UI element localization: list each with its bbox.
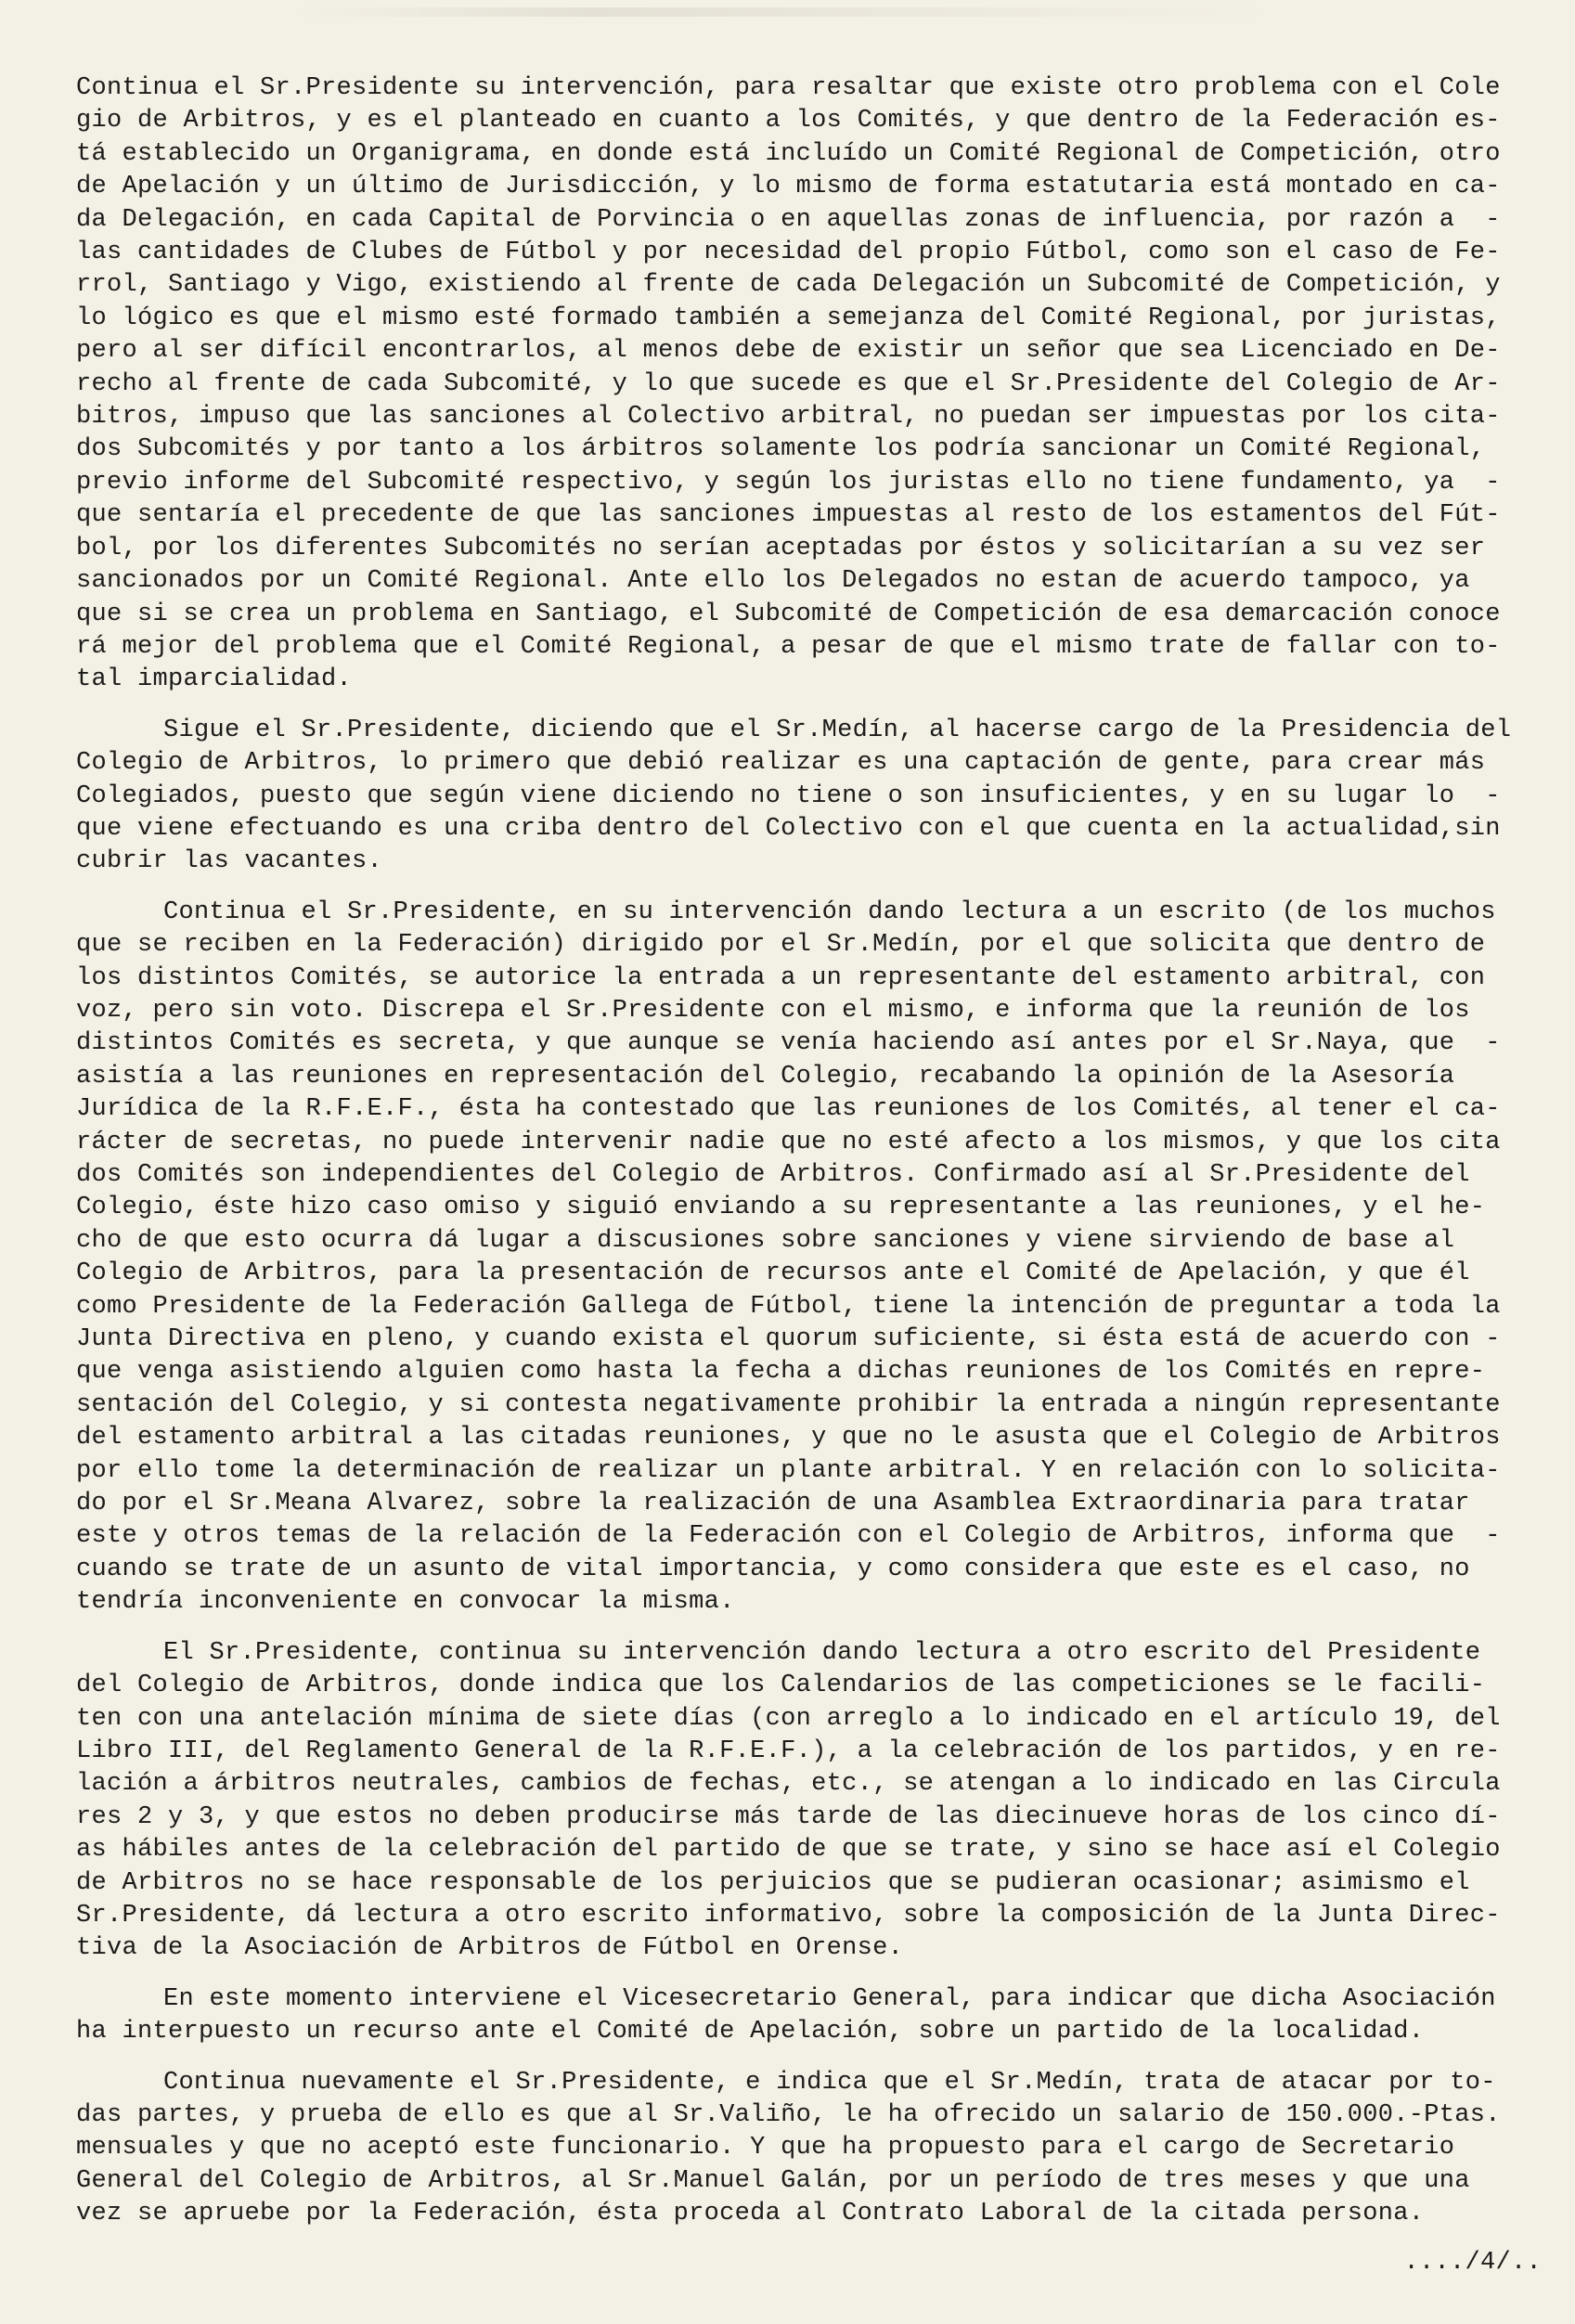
text-line: Jurídica de la R.F.E.F., ésta ha contestado que las reuniones de los Comités, al tener el ca- xyxy=(76,1095,1501,1124)
text-line: tá establecido un Organigrama, en donde está incluído un Comité Regional de Competición, otro xyxy=(76,139,1501,168)
text-line: sentación del Colegio, y si contesta negativamente prohibir la entrada a ningún representante xyxy=(76,1390,1501,1419)
text-line: gio de Arbitros, y es el planteado en cuanto a los Comités, y que dentro de la Federación es- xyxy=(76,107,1501,136)
text-line: Colegio de Arbitros, para la presentación de recursos ante el Comité de Apelación, y que él xyxy=(76,1259,1470,1288)
text-line: as hábiles antes de la celebración del partido de que se trate, y sino se hace así el Colegio xyxy=(76,1836,1501,1865)
text-line: voz, pero sin voto. Discrepa el Sr.Presidente con el mismo, e informa que la reunión de los xyxy=(76,996,1470,1025)
text-line: Continua el Sr.Presidente, en su intervención dando lectura a un escrito (de los muchos xyxy=(163,897,1496,926)
text-line: que viene efectuando es una criba dentro del Colectivo con el que cuenta en la actualidad,sin xyxy=(76,814,1501,843)
document-body xyxy=(76,72,1538,2231)
text-line: cuando se trate de un asunto de vital importancia, y como considera que este es el caso, no xyxy=(76,1555,1470,1583)
text-line: de Arbitros no se hace responsable de los perjuicios que se pudieran ocasionar; asimismo el xyxy=(76,1868,1470,1897)
text-line: mensuales y que no aceptó este funcionario. Y que ha propuesto para el cargo de Secretario xyxy=(76,2134,1455,2163)
text-line: que sentaría el precedente de que las sanciones impuestas al resto de los estamentos del Fút- xyxy=(76,501,1501,530)
text-line: asistía a las reuniones en representación del Colegio, recabando la opinión de la Asesoría xyxy=(76,1062,1455,1091)
text-line: distintos Comités es secreta, y que aunque se venía haciendo así antes por el Sr.Naya, que - xyxy=(76,1029,1501,1058)
paper-smudge xyxy=(297,7,1272,17)
text-line: El Sr.Presidente, continua su intervención dando lectura a otro escrito del Presidente xyxy=(163,1638,1481,1667)
text-line: cubrir las vacantes. xyxy=(76,847,383,876)
text-line: lación a árbitros neutrales, cambios de fechas, etc., se atengan a lo indicado en las Circula xyxy=(76,1770,1501,1799)
text-line: tendría inconveniente en convocar la misma. xyxy=(76,1588,735,1617)
text-line: General del Colegio de Arbitros, al Sr.Manuel Galán, por un período de tres meses y que una xyxy=(76,2166,1470,2195)
text-line: Junta Directiva en pleno, y cuando exista el quorum suficiente, si ésta está de acuerdo con - xyxy=(76,1325,1501,1354)
text-line: los distintos Comités, se autorice la entrada a un representante del estamento arbitral, con xyxy=(76,963,1486,992)
text-line: Colegiados, puesto que según viene diciendo no tiene o son insuficientes, y en su lugar lo - xyxy=(76,781,1501,810)
text-line: cho de que esto ocurra dá lugar a discusiones sobre sanciones y viene sirviendo de base al xyxy=(76,1226,1455,1255)
paragraph xyxy=(76,897,1538,1620)
text-line: sancionados por un Comité Regional. Ante ello los Delegados no estan de acuerdo tampoco, ya xyxy=(76,567,1470,596)
text-line: ten con una antelación mínima de siete días (con arreglo a lo indicado en el artículo 19, del xyxy=(76,1704,1501,1733)
text-line: lo lógico es que el mismo esté formado también a semejanza del Comité Regional, por juristas, xyxy=(76,303,1501,332)
text-line: dos Comités son independientes del Colegio de Arbitros. Confirmado así al Sr.Presidente del xyxy=(76,1161,1470,1189)
paragraph xyxy=(76,715,1538,879)
text-line: previo informe del Subcomité respectivo, y según los juristas ello no tiene fundamento, ya - xyxy=(76,468,1501,497)
text-line: En este momento interviene el Vicesecretario General, para indicar que dicha Asociación xyxy=(163,1984,1496,2013)
text-line: bitros, impuso que las sanciones al Colectivo arbitral, no puedan ser impuestas por los cita- xyxy=(76,403,1501,432)
text-line: de Apelación y un último de Jurisdicción, y lo mismo de forma estatutaria está montado en ca- xyxy=(76,173,1501,201)
text-line: pero al ser difícil encontrarlos, al menos debe de existir un señor que sea Licenciado en De- xyxy=(76,337,1501,366)
text-line: Continua nuevamente el Sr.Presidente, e indica que el Sr.Medín, trata de atacar por to- xyxy=(163,2068,1496,2097)
text-line: como Presidente de la Federación Gallega de Fútbol, tiene la intención de preguntar a toda la xyxy=(76,1292,1501,1321)
text-line: del estamento arbitral a las citadas reuniones, y que no le asusta que el Colegio de Arbitros xyxy=(76,1424,1501,1452)
text-line: rácter de secretas, no puede intervenir nadie que no esté afecto a los mismos, y que los cita xyxy=(76,1128,1501,1156)
text-line: Colegio, éste hizo caso omiso y siguió enviando a su representante a las reuniones, y el he- xyxy=(76,1194,1486,1222)
text-line: ha interpuesto un recurso ante el Comité de Apelación, sobre un partido de la localidad. xyxy=(76,2018,1425,2046)
text-line: que se reciben en la Federación) dirigido por el Sr.Medín, por el que solicita que dentro de xyxy=(76,931,1486,960)
paragraph xyxy=(76,1637,1538,1966)
text-line: tal imparcialidad. xyxy=(76,665,353,694)
text-line: por ello tome la determinación de realizar un plante arbitral. Y en relación con lo solicita- xyxy=(76,1456,1501,1485)
text-line: Libro III, del Reglamento General de la R.F.E.F.), a la celebración de los partidos, y en re- xyxy=(76,1737,1501,1765)
text-line: do por el Sr.Meana Alvarez, sobre la realización de una Asamblea Extraordinaria para tratar xyxy=(76,1490,1470,1518)
text-line: rrol, Santiago y Vigo, existiendo al frente de cada Delegación un Subcomité de Competición, y xyxy=(76,271,1501,300)
text-line: Colegio de Arbitros, lo primero que debió realizar es una captación de gente, para crear más xyxy=(76,749,1486,778)
text-line: res 2 y 3, y que estos no deben producirse más tarde de las diecinueve horas de los cinco dí- xyxy=(76,1802,1501,1831)
text-line: bol, por los diferentes Subcomités no serían aceptadas por éstos y solicitarían a su vez ser xyxy=(76,534,1486,562)
text-line: da Delegación, en cada Capital de Porvincia o en aquellas zonas de influencia, por razón a - xyxy=(76,205,1501,234)
text-line: vez se apruebe por la Federación, ésta proceda al Contrato Laboral de la citada persona. xyxy=(76,2200,1425,2228)
text-line: las cantidades de Clubes de Fútbol y por necesidad del propio Fútbol, como son el caso de Fe- xyxy=(76,239,1501,267)
text-line: Sigue el Sr.Presidente, diciendo que el Sr.Medín, al hacerse cargo de la Presidencia del xyxy=(163,716,1512,744)
text-line: del Colegio de Arbitros, donde indica que los Calendarios de las competiciones se le facili- xyxy=(76,1672,1486,1700)
text-line: tiva de la Asociación de Arbitros de Fútbol en Orense. xyxy=(76,1934,904,1963)
paragraph xyxy=(76,2067,1538,2231)
page-number: ..../4/.. xyxy=(1403,2249,1542,2277)
text-line: das partes, y prueba de ello es que al Sr.Valiño, le ha ofrecido un salario de 150.000.-Ptas. xyxy=(76,2100,1501,2129)
text-line: este y otros temas de la relación de la Federación con el Colegio de Arbitros, informa que - xyxy=(76,1522,1501,1551)
text-line: dos Subcomités y por tanto a los árbitros solamente los podría sancionar un Comité Regional, xyxy=(76,435,1486,464)
text-line: Continua el Sr.Presidente su intervención, para resaltar que existe otro problema con el Cole xyxy=(76,74,1501,102)
text-line: recho al frente de cada Subcomité, y lo que sucede es que el Sr.Presidente del Colegio de Ar- xyxy=(76,369,1501,398)
text-line: rá mejor del problema que el Comité Regional, a pesar de que el mismo trate de fallar con to- xyxy=(76,632,1501,661)
text-line: que venga asistiendo alguien como hasta la fecha a dichas reuniones de los Comités en repre- xyxy=(76,1358,1486,1387)
paragraph xyxy=(76,72,1538,697)
text-line: que si se crea un problema en Santiago, el Subcomité de Competición de esa demarcación conoce xyxy=(76,600,1501,628)
paragraph xyxy=(76,1983,1538,2049)
text-line: Sr.Presidente, dá lectura a otro escrito informativo, sobre la composición de la Junta Direc- xyxy=(76,1901,1501,1930)
